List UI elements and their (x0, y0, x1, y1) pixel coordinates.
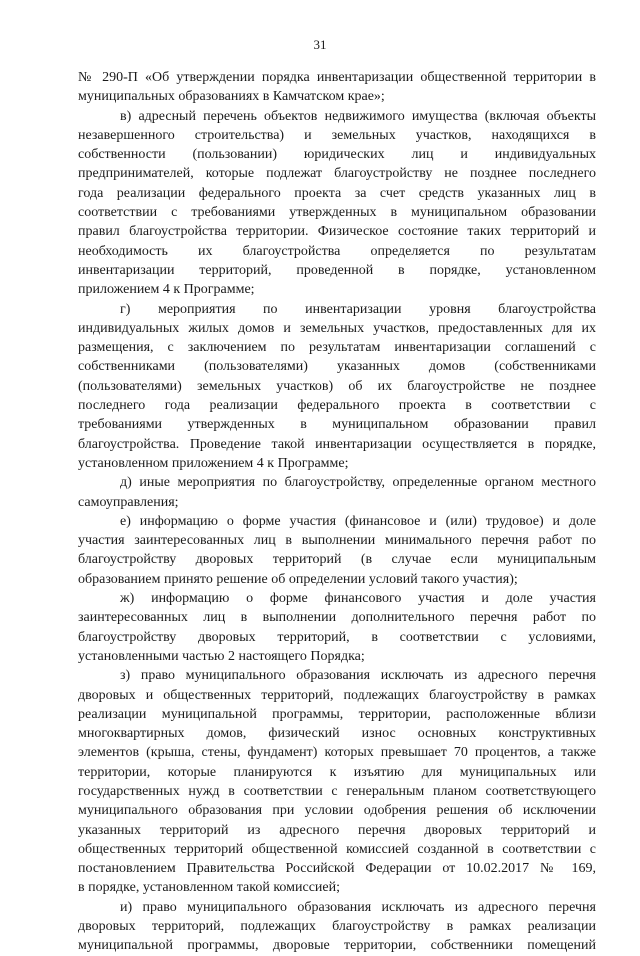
text-line: установленными частью 2 настоящего Порядка; (78, 648, 365, 664)
text-line: общественных территорий общественной комиссией созданной в соответствии с (78, 841, 596, 857)
text-line: года реализации федерального проекта за счет средств указанных лиц в (78, 185, 596, 201)
text-line: предпринимателей, которые подлежат благоустройству не позднее последнего (78, 166, 596, 182)
text-line: благоустройству дворовых территорий, в соответствии с условиями, (78, 629, 596, 645)
text-line: элементов (крыша, стены, фундамент) которых превышает 70 процентов, а также (78, 745, 596, 761)
text-line: собственности (пользовании) юридических лиц и индивидуальных (78, 147, 596, 163)
text-line: соответствии с требованиями утвержденных в муниципальном образовании (78, 205, 596, 221)
text-line: многоквартирных домов, физический износ основных конструктивных (78, 726, 596, 742)
text-line: собственниками (пользователями) указанных домов (собственниками (78, 359, 596, 375)
text-line: благоустройству дворовых территорий (в случае если муниципальным (78, 552, 596, 568)
text-line: з) право муниципального образования исключать из адресного перечня (120, 668, 596, 684)
text-line: реализации муниципальной программы, территории, расположенные вблизи (78, 706, 596, 722)
page-number: 31 (313, 37, 327, 52)
text-line: приложением 4 к Программе; (78, 282, 255, 298)
text-line: и) право муниципального образования исключать из адресного перечня (120, 899, 596, 915)
text-line: индивидуальных жилых домов и земельных участков, предоставленных для их (78, 320, 596, 336)
text-line: размещения, с заключением по результатам инвентаризации соглашений с (78, 340, 596, 356)
text-line: государственных нужд в соответствии с генеральным планом соответствующего (78, 783, 596, 799)
text-line: инвентаризации территорий, проведенной в порядке, установленном (78, 262, 596, 278)
text-line: в) адресный перечень объектов недвижимого имущества (включая объекты (120, 108, 596, 124)
text-line: самоуправления; (78, 494, 179, 510)
text-line: постановлением Правительства Российской Федерации от 10.02.2017 № 169, (78, 861, 596, 877)
text-line: муниципальной программы, дворовые территории, собственники помещений (78, 938, 596, 954)
text-line: последнего года реализации федерального проекта в соответствии с (78, 398, 596, 414)
text-line: требованиями утвержденных в муниципальном образовании правил (78, 417, 596, 433)
text-line: установленном приложением 4 к Программе; (78, 455, 349, 471)
text-line: муниципальных образованиях в Камчатском крае»; (78, 89, 385, 105)
text-line: участия заинтересованных лиц в выполнении минимального перечня работ по (78, 533, 596, 549)
text-line: указанных территорий из адресного перечня дворовых территорий и (78, 822, 596, 838)
body-text (78, 68, 596, 956)
text-line: незавершенного строительства) и земельных участков, находящихся в (78, 127, 596, 143)
text-line: в порядке, установленном такой комиссией; (78, 880, 341, 896)
text-line: образованием принято решение об определении условий такого участия); (78, 571, 518, 587)
text-line: необходимость их благоустройства определяется по результатам (78, 243, 596, 259)
text-line: муниципального образования при условии одобрения решения об исключении (78, 803, 596, 819)
text-line: (пользователями) земельных участков) об их благоустройстве не позднее (78, 378, 596, 394)
text-line: г) мероприятия по инвентаризации уровня благоустройства (120, 301, 596, 317)
text-line: территории, которые планируются к изъятию для муниципальных или (78, 764, 596, 780)
text-line: дворовых территорий, подлежащих благоустройству в рамках реализации (78, 919, 596, 935)
text-line: е) информацию о форме участия (финансовое и (или) трудовое) и доле (120, 513, 596, 529)
text-line: заинтересованных лиц в выполнении дополнительного перечня работ по (78, 610, 596, 626)
text-line: ж) информацию о форме финансового участия и доле участия (120, 591, 596, 607)
text-line: правил благоустройства территории. Физическое состояние таких территорий и (78, 224, 596, 240)
text-line: благоустройства. Проведение такой инвентаризации осуществляется в порядке, (78, 436, 596, 452)
text-line: д) иные мероприятия по благоустройству, определенные органом местного (120, 475, 596, 491)
text-line: № 290-П «Об утверждении порядка инвентаризации общественной территории в (78, 70, 596, 85)
text-line: дворовых и общественных территорий, подлежащих благоустройству в рамках (78, 687, 596, 703)
